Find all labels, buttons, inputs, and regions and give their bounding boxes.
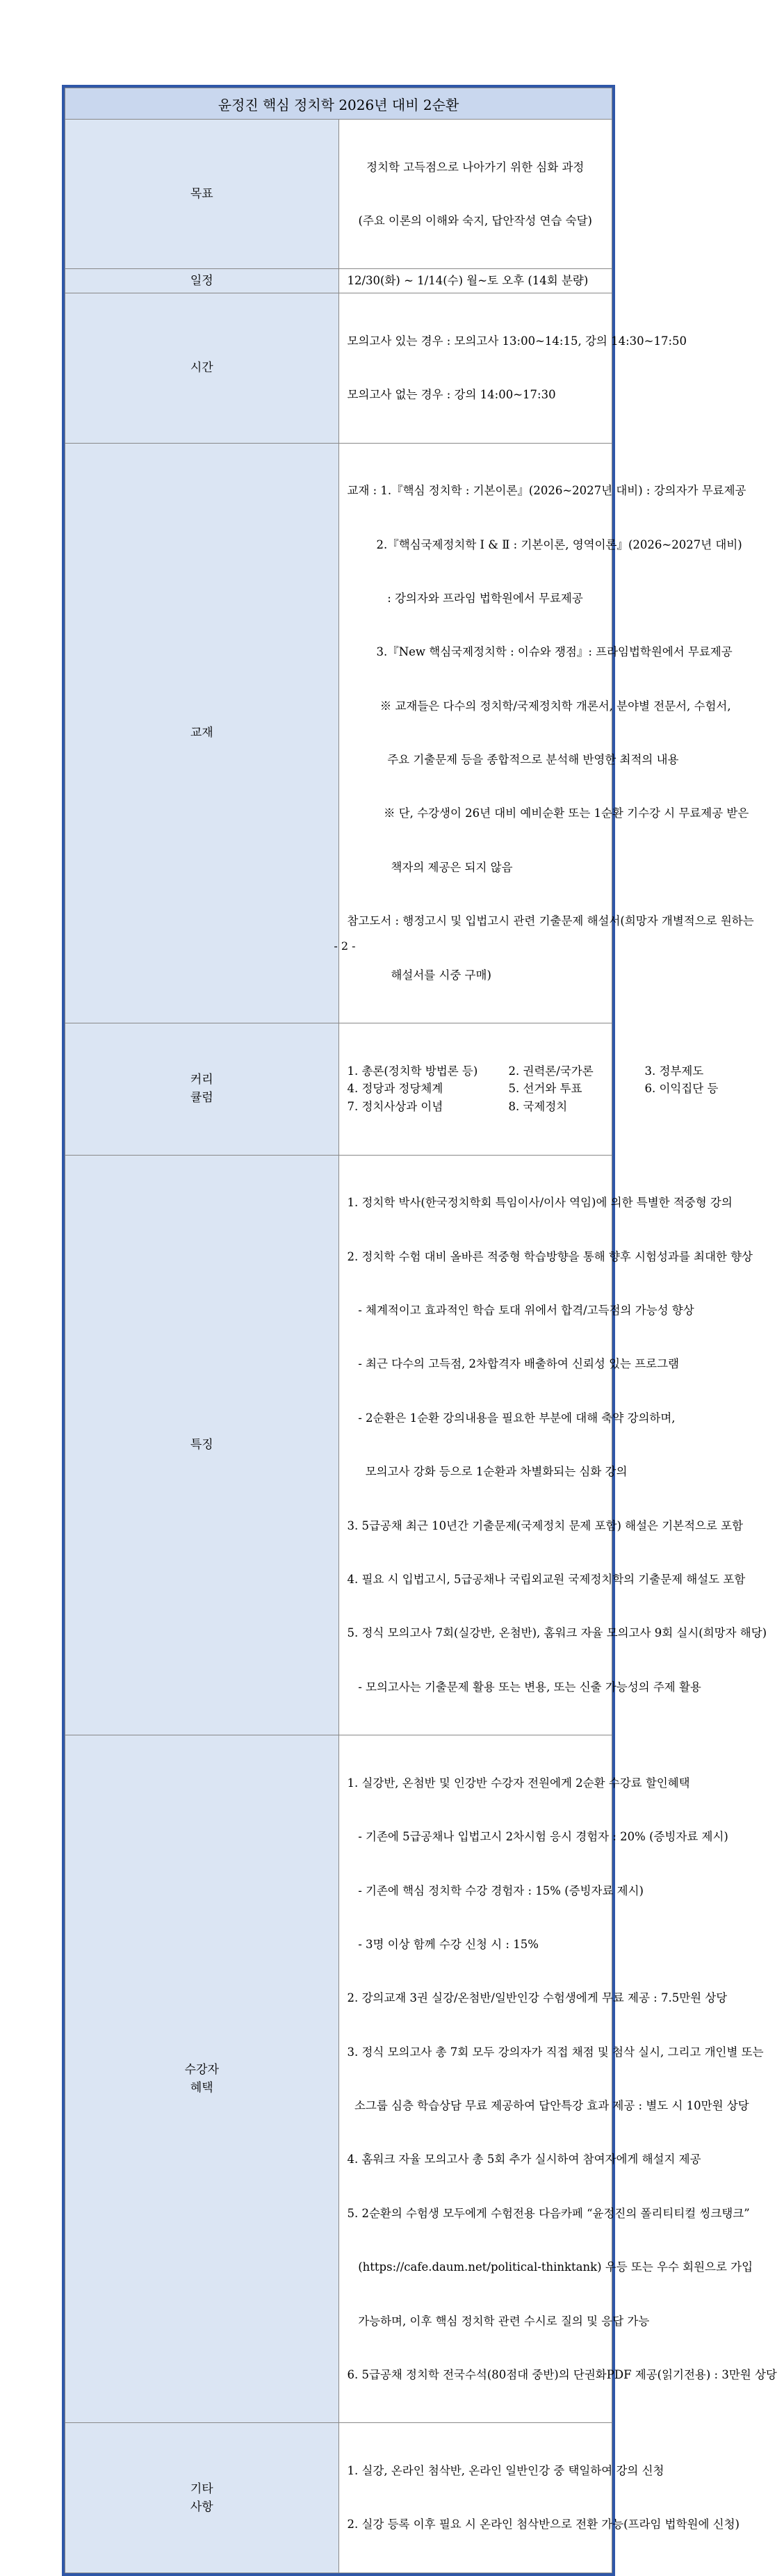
- curriculum-label-line: 큘럼: [190, 1091, 213, 1105]
- benefits-line: 3. 정식 모의고사 총 7회 모두 강의자가 직접 채점 및 첨삭 실시, 그리고 개인별 또는: [347, 2045, 764, 2059]
- curriculum-item: 8. 국제정치: [508, 1100, 568, 1114]
- time-line: 모의고사 있는 경우 : 모의고사 13:00~14:15, 강의 14:30~17:50: [347, 334, 687, 348]
- textbook-line: 3.『New 핵심국제정치학 : 이슈와 쟁점』: 프라임법학원에서 무료제공: [347, 645, 733, 659]
- benefits-line: 6. 5급공채 정치학 전국수석(80점대 중반)의 단권화PDF 제공(읽기전용) : 3만원 상당: [347, 2368, 777, 2382]
- benefits-label: [65, 1735, 339, 2423]
- benefits-line: (https://cafe.daum.net/political-thinktank) 우등 또는 우수 회원으로 가입: [347, 2260, 753, 2274]
- schedule-text: 12/30(화) ~ 1/14(수) 월~토 오후 (14회 분량): [347, 274, 589, 288]
- goal-line: (주요 이론의 이해와 숙지, 답안작성 연습 숙달): [358, 213, 592, 227]
- curriculum-content: [338, 1023, 719, 1156]
- textbook-line: 주요 기출문제 등을 종합적으로 분석해 반영한 최적의 내용: [347, 753, 679, 767]
- benefits-line: - 기존에 핵심 정치학 수강 경험자 : 15% (증빙자료 제시): [347, 1884, 644, 1897]
- textbook-label: 교재: [65, 443, 339, 1023]
- features-line: 3. 5급공채 최근 10년간 기출문제(국제정치 문제 포함) 해설은 기본적으로 포함: [347, 1518, 744, 1532]
- benefits-content: [338, 1735, 777, 2423]
- etc-line: 2. 실강 등록 이후 필요 시 온라인 첨삭반으로 전환 가능(프라임 법학원에 신청): [347, 2518, 740, 2532]
- goal-label: 목표: [65, 120, 339, 269]
- course-info-table: [62, 85, 777, 2576]
- schedule-label: 일정: [65, 269, 339, 293]
- textbook-line: 참고도서 : 행정고시 및 입법고시 관련 기출문제 해설서(희망자 개별적으로 원하는: [347, 914, 754, 928]
- features-line: 1. 정치학 박사(한국정치학회 특임이사/이사 역임)에 의한 특별한 적중형 강의: [347, 1196, 733, 1210]
- curriculum-item: 6. 이익집단 등: [644, 1082, 719, 1096]
- course-title: 윤정진 핵심 정치학 2026년 대비 2순환: [65, 88, 612, 120]
- time-label: 시간: [65, 293, 339, 443]
- features-line: 2. 정치학 수험 대비 올바른 적중형 학습방향을 통해 향후 시험성과를 최대한 향상: [347, 1249, 753, 1263]
- textbook-line: ※ 단, 수강생이 26년 대비 예비순환 또는 1순환 기수강 시 무료제공 받은: [347, 807, 749, 820]
- features-line: 5. 정식 모의고사 7회(실강반, 온첨반), 홈워크 자율 모의고사 9회 실시(희망자 해당): [347, 1626, 767, 1640]
- curriculum-grid: [347, 1062, 719, 1116]
- goal-content: [338, 120, 612, 269]
- benefits-line: 소그룹 심층 학습상담 무료 제공하여 답안특강 효과 제공 : 별도 시 10만원 상당: [347, 2099, 749, 2113]
- textbook-line: : 강의자와 프라임 법학원에서 무료제공: [347, 591, 583, 605]
- textbook-line: ※ 교재들은 다수의 정치학/국제정치학 개론서, 분야별 전문서, 수험서,: [347, 699, 731, 713]
- etc-label: [65, 2423, 339, 2573]
- curriculum-item: 1. 총론(정치학 방법론 등): [347, 1064, 478, 1078]
- benefits-line: 2. 강의교재 3권 실강/온첨반/일반인강 수험생에게 무료 제공 : 7.5만원 상당: [347, 1991, 728, 2005]
- benefits-label-line: 수강자: [184, 2063, 219, 2077]
- benefits-line: 가능하며, 이후 핵심 정치학 관련 수시로 질의 및 응답 가능: [347, 2314, 650, 2328]
- curriculum-item: 3. 정부제도: [644, 1064, 704, 1078]
- etc-label-line: 기타: [190, 2481, 213, 2496]
- features-line: 모의고사 강화 등으로 1순환과 차별화되는 심화 강의: [347, 1465, 628, 1479]
- features-line: - 모의고사는 기출문제 활용 또는 변용, 또는 신출 가능성의 주제 활용: [347, 1680, 701, 1694]
- curriculum-item: 7. 정치사상과 이념: [347, 1100, 443, 1114]
- textbook-line: 2.『핵심국제정치학 Ⅰ & Ⅱ : 기본이론, 영역이론』(2026~2027년 대비): [347, 537, 742, 551]
- textbook-line: 해설서를 시중 구매): [347, 968, 491, 982]
- schedule-content: [338, 269, 612, 293]
- curriculum-item: [645, 1098, 784, 1116]
- time-content: [338, 293, 687, 443]
- features-line: 4. 필요 시 입법고시, 5급공채나 국립외교원 국제정치학의 기출문제 해설도 포함: [347, 1572, 746, 1586]
- benefits-line: 4. 홈워크 자율 모의고사 총 5회 추가 실시하여 참여자에게 해설지 제공: [347, 2153, 701, 2166]
- curriculum-label-line: 커리: [190, 1073, 213, 1087]
- etc-label-line: 사항: [190, 2500, 213, 2514]
- features-content: [338, 1155, 767, 1735]
- benefits-line: 1. 실강반, 온첨반 및 인강반 수강자 전원에게 2순환 수강료 할인혜택: [347, 1776, 690, 1790]
- textbook-content: [338, 443, 754, 1023]
- features-label: 특징: [65, 1155, 339, 1735]
- goal-line: 정치학 고득점으로 나아가기 위한 심화 과정: [366, 160, 585, 174]
- curriculum-item: 2. 권력론/국가론: [508, 1064, 594, 1078]
- textbook-line: 교재 : 1.『핵심 정치학 : 기본이론』(2026~2027년 대비) : 강의자가 무료제공: [347, 484, 746, 498]
- time-line: 모의고사 없는 경우 : 강의 14:00~17:30: [347, 388, 556, 402]
- features-line: - 최근 다수의 고득점, 2차합격자 배출하여 신뢰성 있는 프로그램: [347, 1357, 679, 1371]
- curriculum-item: 5. 선거와 투표: [508, 1082, 582, 1096]
- features-line: - 체계적이고 효과적인 학습 토대 위에서 합격/고득점의 가능성 향상: [347, 1304, 694, 1317]
- etc-line: 1. 실강, 온라인 첨삭반, 온라인 일반인강 중 택일하여 강의 신청: [347, 2464, 664, 2477]
- benefits-line: - 기존에 5급공채나 입법고시 2차시험 응시 경험자 : 20% (증빙자료 제시): [347, 1830, 728, 1844]
- curriculum-label: [65, 1023, 339, 1156]
- curriculum-item: 4. 정당과 정당체계: [347, 1082, 443, 1096]
- benefits-label-line: 혜택: [190, 2081, 213, 2096]
- benefits-line: 5. 2순환의 수험생 모두에게 수험전용 다음카페 “윤정진의 폴리티티컬 씽크탱크”: [347, 2206, 750, 2220]
- features-line: - 2순환은 1순환 강의내용을 필요한 부분에 대해 축약 강의하며,: [347, 1411, 676, 1425]
- page-number: - 2 -: [334, 939, 356, 953]
- benefits-line: - 3명 이상 함께 수강 신청 시 : 15%: [347, 1937, 539, 1951]
- etc-content: [338, 2423, 740, 2573]
- textbook-line: 책자의 제공은 되지 않음: [347, 860, 513, 874]
